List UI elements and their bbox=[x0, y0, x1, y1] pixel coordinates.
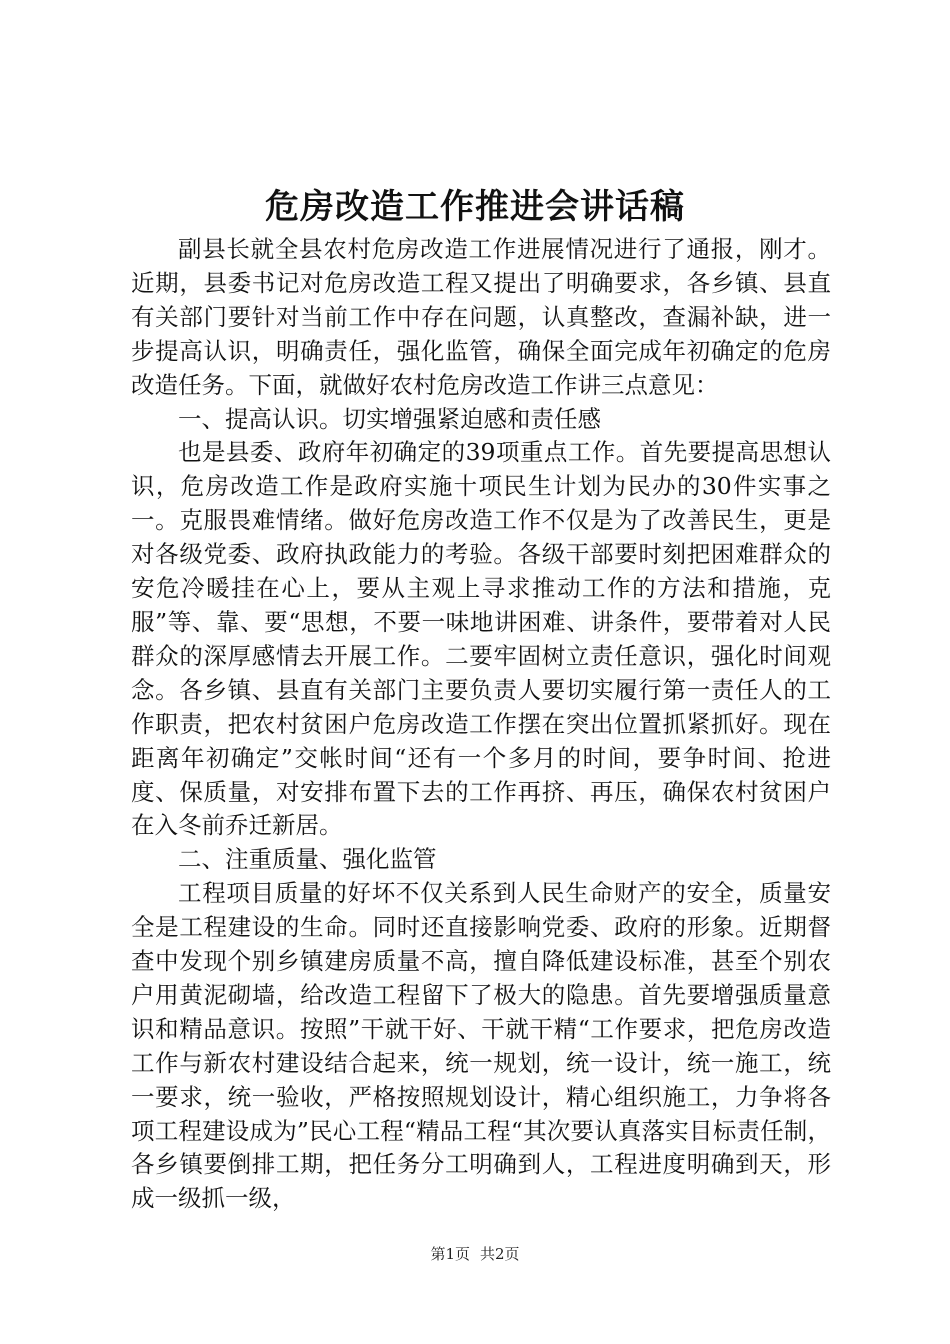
paragraph-section-1: 也是县委、政府年初确定的39项重点工作。首先要提高思想认识，危房改造工作是政府实施十项民生计划为民办的30件实事之一。克服畏难情绪。做好危房改造工作不仅是为了改善民生，更是对各级党委、政府执政能力的考验。各级干部要时刻把困难群众的安危冷暖挂在心上，要从主观上寻求推动工作的方法和措施，克服”等、靠、要“思想，不要一味地讲困难、讲条件，要带着对人民群众的深厚感情去开展工作。二要牢固树立责任意识，强化时间观念。各乡镇、县直有关部门主要负责人要切实履行第一责任人的工作职责，把农村贫困户危房改造工作摆在突出位置抓紧抓好。现在距离年初确定”交帐时间“还有一个多月的时间，要争时间、抢进度、保质量，对安排布置下去的工作再挤、再压，确保农村贫困户在入冬前乔迁新居。 bbox=[131, 438, 831, 840]
paragraph-section-2: 工程项目质量的好坏不仅关系到人民生命财产的安全，质量安全是工程建设的生命。同时还直接影响党委、政府的形象。近期督查中发现个别乡镇建房质量不高，擅自降低建设标准，甚至个别农户用黄泥砌墙，给改造工程留下了极大的隐患。首先要增强质量意识和精品意识。按照”干就干好、干就干精“工作要求，把危房改造工作与新农村建设结合起来，统一规划，统一设计，统一施工，统一要求，统一验收，严格按照规划设计，精心组织施工，力争将各项工程建设成为”民心工程“精品工程“其次要认真落实目标责任制，各乡镇要倒排工期，把任务分工明确到人，工程进度明确到天，形成一级抓一级， bbox=[131, 879, 831, 1213]
section-heading-1: 一、提高认识。切实增强紧迫感和责任感 bbox=[178, 404, 601, 433]
document-body bbox=[131, 233, 831, 1216]
page-number: 第1页 bbox=[430, 1245, 470, 1263]
paragraph-intro: 副县长就全县农村危房改造工作进展情况进行了通报，刚才。近期，县委书记对危房改造工程又提出了明确要求，各乡镇、县直有关部门要针对当前工作中存在问题，认真整改，查漏补缺，进一步提高认识，明确责任，强化监管，确保全面完成年初确定的危房改造任务。下面，就做好农村危房改造工作讲三点意见： bbox=[131, 235, 831, 399]
document-title: 危房改造工作推进会讲话稿 bbox=[265, 187, 685, 227]
page-footer bbox=[0, 1242, 950, 1266]
section-heading-2: 二、注重质量、强化监管 bbox=[178, 845, 437, 874]
page-total: 共2页 bbox=[480, 1245, 520, 1263]
